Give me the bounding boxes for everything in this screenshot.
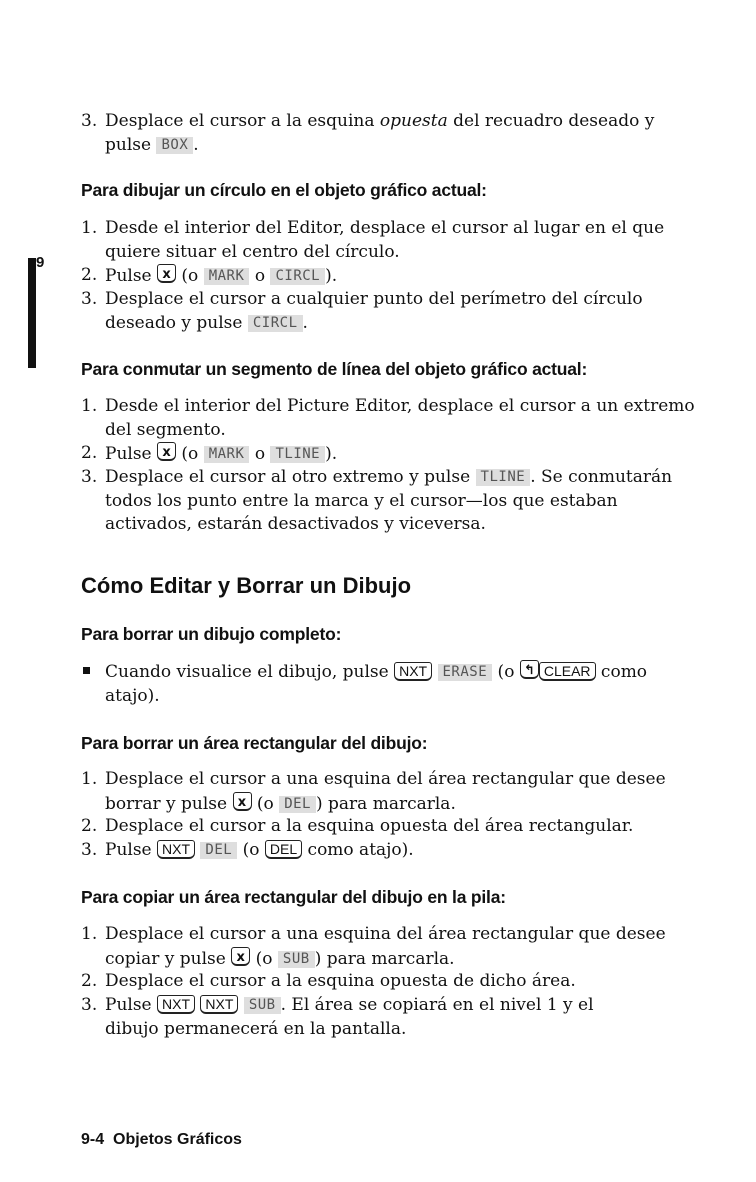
step-text: Pulse x (o MARK o CIRCL ).	[105, 266, 338, 286]
step-text: Desde el interior del Picture Editor, desplace el cursor a un extremo del segmento.	[105, 396, 695, 440]
page-footer	[81, 1131, 242, 1149]
step-text: Desplace el cursor a cualquier punto del perímetro del círculo deseado y pulse CIRCL .	[105, 289, 643, 333]
step-number: 3.	[81, 111, 98, 131]
erase-all-bullet	[81, 660, 711, 708]
step-number: 2.	[81, 265, 98, 285]
heading-edit-erase: Cómo Editar y Borrar un Dibujo	[81, 573, 412, 598]
heading-draw-circle: Para dibujar un círculo en el objeto gráfico actual:	[81, 180, 487, 200]
step-text: Desplace el cursor a una esquina del área rectangular que desee borrar y pulse x (o DEL ) para marcarla.	[105, 769, 666, 814]
step-text: Desplace el cursor a la esquina opuesta del recuadro deseado y pulse BOX .	[105, 111, 655, 155]
copy-rect-step-3	[81, 994, 711, 1041]
step-number: 2.	[81, 971, 98, 991]
line-step-2	[81, 442, 711, 467]
softkey-del: DEL	[200, 842, 237, 859]
step-text: Pulse NXT DEL (o DEL como atajo).	[105, 840, 414, 860]
step-number: 2.	[81, 443, 98, 463]
step-number: 1.	[81, 218, 98, 238]
softkey-sub: SUB	[278, 951, 315, 968]
chapter-tab-bar	[28, 258, 36, 368]
page-number: 9-4	[81, 1131, 105, 1148]
step-number: 3.	[81, 840, 98, 860]
multiply-key-icon: x	[231, 947, 250, 966]
step-number: 3.	[81, 467, 98, 487]
softkey-del: DEL	[279, 796, 316, 813]
step-number: 3.	[81, 289, 98, 309]
line-step-1	[81, 395, 711, 442]
chapter-tab-number: 9	[36, 254, 45, 271]
clear-key: CLEAR	[539, 662, 596, 681]
softkey-mark: MARK	[204, 268, 250, 285]
step-text: Desde el interior del Editor, desplace el cursor al lugar en el que quiere situar el centro del círculo.	[105, 218, 665, 262]
left-shift-key-icon: ↰	[520, 660, 539, 679]
erase-rect-step-2	[81, 815, 711, 839]
step-number: 1.	[81, 396, 98, 416]
erase-rect-step-1	[81, 768, 711, 816]
step-number: 1.	[81, 924, 98, 944]
softkey-tline: TLINE	[476, 469, 531, 486]
chapter-title: Objetos Gráficos	[113, 1131, 242, 1148]
softkey-erase: ERASE	[438, 664, 493, 681]
heading-erase-rect: Para borrar un área rectangular del dibujo:	[81, 733, 428, 753]
nxt-key: NXT	[157, 995, 195, 1014]
softkey-sub: SUB	[244, 997, 281, 1014]
del-key: DEL	[265, 840, 302, 859]
copy-rect-step-2	[81, 970, 711, 994]
step-text: Desplace el cursor a una esquina del área rectangular que desee copiar y pulse x (o SUB ) para marcarla.	[105, 924, 666, 969]
softkey-tline: TLINE	[270, 446, 325, 463]
erase-rect-step-3	[81, 839, 711, 863]
softkey-circl: CIRCL	[270, 268, 325, 285]
nxt-key: NXT	[394, 662, 432, 681]
step-text: Desplace el cursor al otro extremo y pulse TLINE . Se conmutarán todos los punto entre la marca y el cursor—los que estaban activados, estarán desactivados y viceversa.	[105, 467, 673, 534]
line-step-3	[81, 466, 711, 537]
multiply-key-icon: x	[157, 442, 176, 461]
step-number: 1.	[81, 769, 98, 789]
nxt-key: NXT	[200, 995, 238, 1014]
step-text: Pulse NXT NXT SUB . El área se copiará en el nivel 1 y el dibujo permanecerá en la pantalla.	[105, 995, 594, 1039]
step-text: Pulse x (o MARK o TLINE ).	[105, 444, 338, 464]
step-number: 3.	[81, 995, 98, 1015]
bullet-text: Cuando visualice el dibujo, pulse NXT ERASE (o ↰ CLEAR como atajo).	[105, 662, 648, 706]
heading-erase-all: Para borrar un dibujo completo:	[81, 624, 342, 644]
multiply-key-icon: x	[157, 264, 176, 283]
box-step-3	[81, 110, 711, 157]
heading-copy-rect: Para copiar un área rectangular del dibujo en la pila:	[81, 887, 506, 907]
emphasis-text: opuesta	[379, 111, 448, 131]
circle-step-3	[81, 288, 711, 335]
softkey-circl: CIRCL	[248, 315, 303, 332]
circle-step-2	[81, 264, 711, 289]
copy-rect-step-1	[81, 923, 711, 971]
circle-step-1	[81, 217, 711, 264]
softkey-mark: MARK	[204, 446, 250, 463]
nxt-key: NXT	[157, 840, 195, 859]
step-text: Desplace el cursor a la esquina opuesta del área rectangular.	[105, 816, 634, 836]
multiply-key-icon: x	[233, 792, 252, 811]
heading-toggle-line: Para conmutar un segmento de línea del objeto gráfico actual:	[81, 359, 588, 379]
step-text: Desplace el cursor a la esquina opuesta de dicho área.	[105, 971, 576, 991]
step-number: 2.	[81, 816, 98, 836]
softkey-box: BOX	[156, 137, 193, 154]
